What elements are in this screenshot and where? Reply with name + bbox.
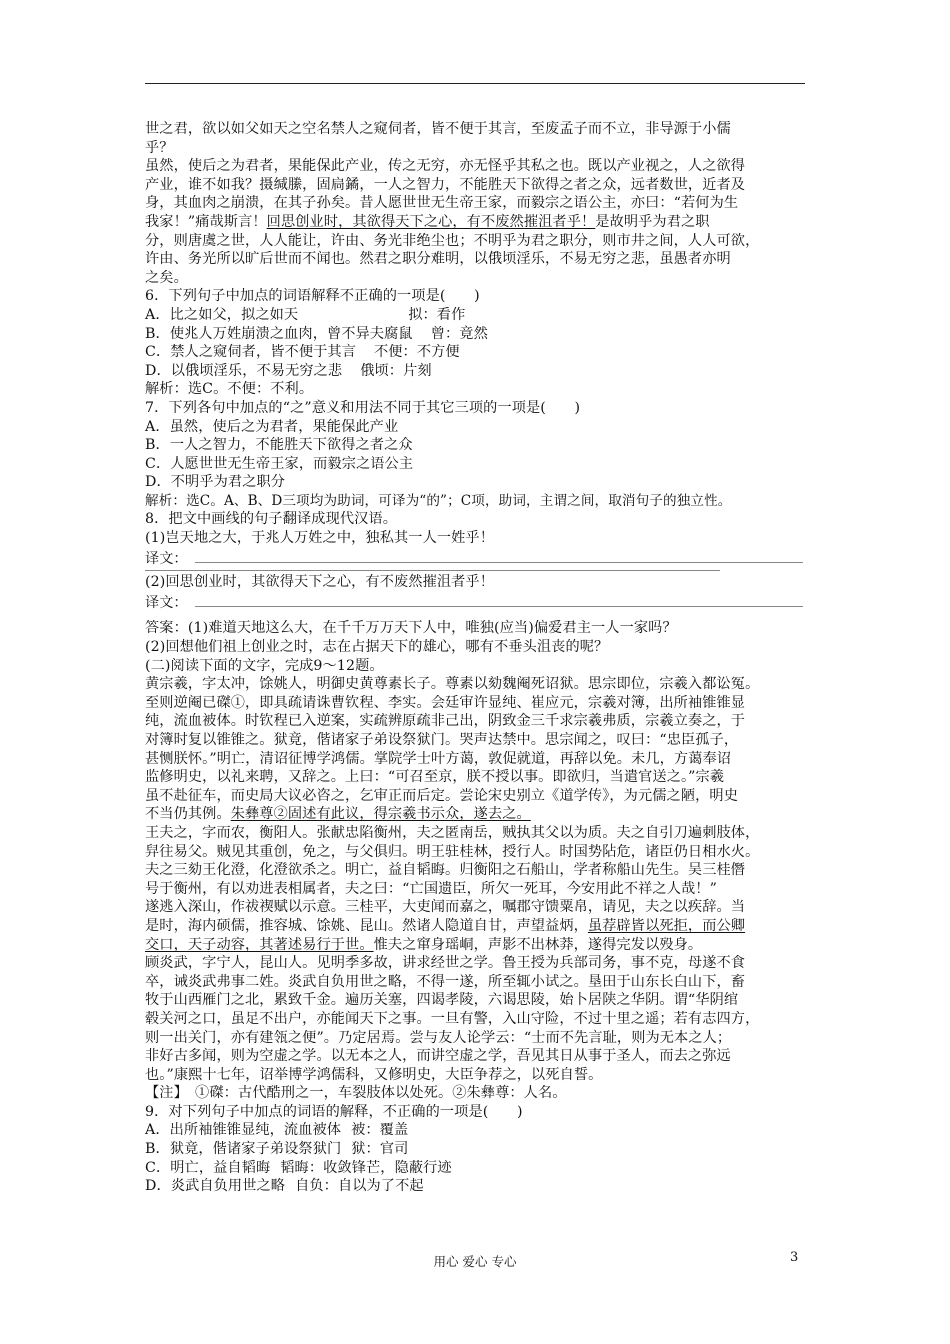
option-text: A．比之如父，拟之如天: [145, 306, 299, 323]
passage-b-line: 虽不赴征车，而史局大议必咨之，乞审正而后定。尝论宋史别立《道学传》，为元儒之陋，明史: [145, 787, 738, 804]
passage-b-line: 王夫之，字而农，衡阳人。张献忠陷衡州，夫之匿南岳，贼执其父以为质。夫之自引刀遍刺肢体，: [145, 824, 760, 841]
underlined-sentence: 交口，天子动容，其著述易行于世。: [145, 936, 374, 953]
passage-a-text: 是故明乎为君之职: [595, 213, 710, 230]
question-8-stem: 8．把文中画线的句子翻译成现代汉语。: [145, 511, 398, 528]
passage-a-line: 世之君，欲以如父如天之空名禁人之窥伺者，皆不便于其言，至废孟子而不立，非导源于小儒: [145, 121, 731, 137]
question-8-item-1: (1)岂天地之大，于兆人万姓之中，独私其一人一姓乎！: [145, 530, 495, 547]
question-7-option-d: D．不明乎为君之职分: [145, 474, 286, 491]
question-7-analysis: 解析：选C。A、B、D三项均为助词，可译为“的”；C项，助词，主谓之间，取消句子的独立性。: [145, 492, 732, 509]
answer-underline: [145, 570, 720, 571]
question-6-stem: 6．下列句子中加点的词语解释不正确的一项是( ): [145, 288, 480, 305]
question-8-item-2: (2)回思创业时，其欲得天下之心，有不废然摧沮者乎！: [145, 574, 495, 591]
option-gloss: 被：覆盖: [351, 1122, 409, 1139]
question-6-option-a: [145, 306, 807, 325]
passage-b-line: 毂关河之口，虽足不出户，亦能闻天下之事。一旦有警，入山守险，不过十里之遥；若有志四方，: [145, 1010, 760, 1027]
translation-blank-2[interactable]: [145, 592, 807, 611]
option-gloss: 不便：不方便: [373, 344, 460, 361]
underlined-sentence: 朱彝尊②固述有此议，得宗羲书示众，遂去之。: [230, 806, 531, 823]
option-text: C．禁人之窥伺者，皆不便于其言: [145, 344, 356, 361]
option-text: B．狱竟，偕诸家子弟设祭狱门: [145, 1141, 342, 1158]
option-gloss: 自负：自以为了不起: [295, 1178, 424, 1195]
question-7-stem: 7．下列各句中加点的“之”意义和用法不同于其它三项的一项是( ): [145, 399, 581, 416]
passage-b-line: [145, 917, 807, 936]
question-9-option-a: [145, 1121, 807, 1140]
passage-a-line: 产业，谁不如我？摄缄縢，固扃鐍，一人之智力，不能胜天下欲得之者之众，远者数世，近者及: [145, 176, 746, 193]
answer-underline: [195, 606, 803, 607]
option-text: B．使兆人万姓崩溃之血肉，曾不异夫腐鼠: [145, 325, 413, 342]
passage-a-line: 之矣。: [145, 269, 188, 286]
passage-b-line: 遂逃入深山，作祓禊赋以示意。三桂平，大吏闻而嘉之，嘱郡守馈粟帛，请见，夫之以疾辞。当: [145, 899, 746, 916]
question-6-option-c: [145, 343, 807, 362]
question-8-answer-1: 答案：(1)难道天地这么大，在千千万万天下人中，唯独(应当)偏爱君主一人一家吗？: [145, 620, 677, 637]
option-gloss: 狱：官司: [351, 1141, 409, 1158]
passage-b-line: 顾炎武，字宁人，昆山人。见明季多故，讲求经世之学。鲁王授为兵部司务，事不克，母遂不食: [145, 955, 746, 972]
passage-a-text: 我家！”痛哉斯言！: [145, 213, 267, 230]
passage-b-text: 是时，海内硕儒，推容城、馀姚、昆山。然诸人隐道自甘，声望益炳，: [145, 917, 588, 934]
option-gloss: 俄顷：片刻: [360, 362, 432, 379]
question-6-analysis: 解析：选C。不便：不利。: [145, 381, 314, 398]
page-number: 3: [790, 1250, 799, 1265]
passage-b-line: 甚恻朕怀。”明亡，清诏征博学鸿儒。掌院学士叶方蔼，敦促就道，再辞以免。未几，方蔼奉诏: [145, 750, 732, 767]
passage-b-line: 则一出关门，亦有建瓴之便”。乃定居焉。尝与友人论学云：“士而不先言耻，则为无本之人；: [145, 1029, 732, 1046]
passage-a-line: [145, 213, 807, 232]
passage-b-line: 纯，流血被体。时钦程已入逆案，实疏辨原疏非己出，阴致金三千求宗羲弗质，宗羲立奏之，于: [145, 713, 746, 730]
question-7-option-b: B．一人之智力，不能胜天下欲得之者之众: [145, 437, 413, 454]
passage-b-line: 监修明史，以礼来聘，又辞之。上曰：“可召至京，朕不授以事。即欲归，当遣官送之。”宗羲: [145, 769, 725, 786]
passage-b-text: 惟夫之窜身瑶峒，声影不出林莽，遂得完发以殁身。: [373, 936, 703, 953]
translation-blank-1[interactable]: [145, 548, 807, 567]
passage-b-line: 舁往易父。贼见其重创，免之，与父俱归。明王驻桂林，授行人。时国势阽危，诸臣仍日相水火。: [145, 843, 760, 860]
question-6-option-b: [145, 325, 807, 344]
option-text: C．明亡，益自韬晦: [145, 1159, 271, 1176]
question-9-option-d: [145, 1177, 807, 1196]
option-gloss: 曾：竟然: [430, 325, 488, 342]
question-9-stem: 9．对下列句子中加点的词语的解释，不正确的一项是( ): [145, 1103, 523, 1120]
passage-a-line: 分，则唐虞之世，人人能让，许由、务光非绝尘也；不明乎为君之职分，则市井之间，人人可欲，: [145, 232, 760, 249]
section-2-heading: (二)阅读下面的文字，完成9～12题。: [145, 657, 384, 674]
passage-b-text: 不当仍其例。: [145, 806, 231, 823]
option-gloss: 韬晦：收敛锋芒，隐蔽行迹: [280, 1159, 452, 1176]
question-7-option-c: C．人愿世世无生帝王家，而毅宗之语公主: [145, 455, 414, 472]
option-text: D．炎武自负用世之略: [145, 1178, 286, 1195]
passage-b-line: 号于衡州，有以劝进表相属者，夫之曰：“亡国遗臣，所欠一死耳，今安用此不祥之人哉！”: [145, 880, 717, 897]
question-7-option-a: A．虽然，使后之为君者，果能保此产业: [145, 418, 399, 435]
passage-a-line: 乎？: [145, 139, 174, 156]
answer-underline: [195, 562, 803, 563]
translation-label: 译文：: [145, 550, 188, 567]
option-gloss: 拟：看作: [408, 306, 466, 323]
passage-b-line: [145, 936, 807, 955]
footnote: 【注】 ①磔：古代酷刑之一，车裂肢体以处死。②朱彝尊：人名。: [145, 1085, 567, 1102]
passage-b-line: 也。”康熙十七年，诏举博学鸿儒科，又修明史，大臣争荐之，以死自誓。: [145, 1066, 603, 1083]
page-footer: 用心 爱心 专心: [433, 1254, 517, 1269]
translation-label: 译文：: [145, 594, 188, 611]
header-rule: [145, 83, 805, 84]
passage-b-line: 牧于山西雁门之北，累致千金。遍历关塞，四谒孝陵，六谒思陵，始卜居陕之华阴。谓“华阴绾: [145, 992, 739, 1009]
passage-b-line: 至则逆阉已磔①，即具疏请诛曹钦程、李实。会廷审许显纯、崔应元，宗羲对簿，出所袖锥锥显: [145, 694, 746, 711]
question-9-option-c: [145, 1159, 807, 1178]
question-9-option-b: [145, 1140, 807, 1159]
passage-b-line: 卒，诫炎武弗事二姓。炎武自负用世之略，不得一遂，所至辄小试之。垦田于山东长白山下，畜: [145, 973, 746, 990]
passage-b-line: [145, 805, 807, 824]
passage-a-line: 虽然，使后之为君者，果能保此产业，传之无穷，亦无怪乎其私之也。既以产业视之，人之欲得: [145, 158, 746, 175]
question-6-option-d: [145, 362, 807, 381]
passage-a-line: 身，其血肉之崩溃，在其子孙矣。昔人愿世世无生帝王家，而毅宗之语公主，亦曰：“若何为生: [145, 195, 739, 212]
underlined-sentence: 回思创业时，其欲得天下之心，有不废然摧沮者乎！: [266, 213, 596, 230]
page-content: [145, 120, 807, 1196]
passage-b-line: 对簿时复以锥锥之。狱竟，偕诸家子弟设祭狱门。哭声达禁中。思宗闻之，叹曰：“忠臣孤子，: [145, 732, 739, 748]
passage-b-line: 黄宗羲，字太冲，馀姚人，明御史黄尊素长子。尊素以劾魏阉死诏狱。思宗即位，宗羲入都讼冤。: [145, 676, 760, 693]
question-8-answer-2: (2)回想他们祖上创业之时，志在占据天下的雄心，哪有不垂头沮丧的呢？: [145, 639, 609, 656]
passage-b-line: 非好古多闻，则为空虚之学。以无本之人，而讲空虚之学，吾见其日从事于圣人，而去之弥远: [145, 1048, 731, 1065]
passage-a-line: 许由、务光所以旷后世而不闻也。然君之职分难明，以俄顷淫乐，不易无穷之悲，虽愚者亦明: [145, 251, 731, 268]
underlined-sentence: 虽荐辟皆以死拒，而公卿: [587, 917, 746, 934]
option-text: D．以俄顷淫乐，不易无穷之悲: [145, 362, 343, 379]
passage-b-line: 夫之三劾王化澄，化澄欲杀之。明亡，益自韬晦。归衡阳之石船山，学者称船山先生。吴三桂僭: [145, 862, 746, 879]
option-text: A．出所袖锥锥显纯，流血被体: [145, 1122, 342, 1139]
